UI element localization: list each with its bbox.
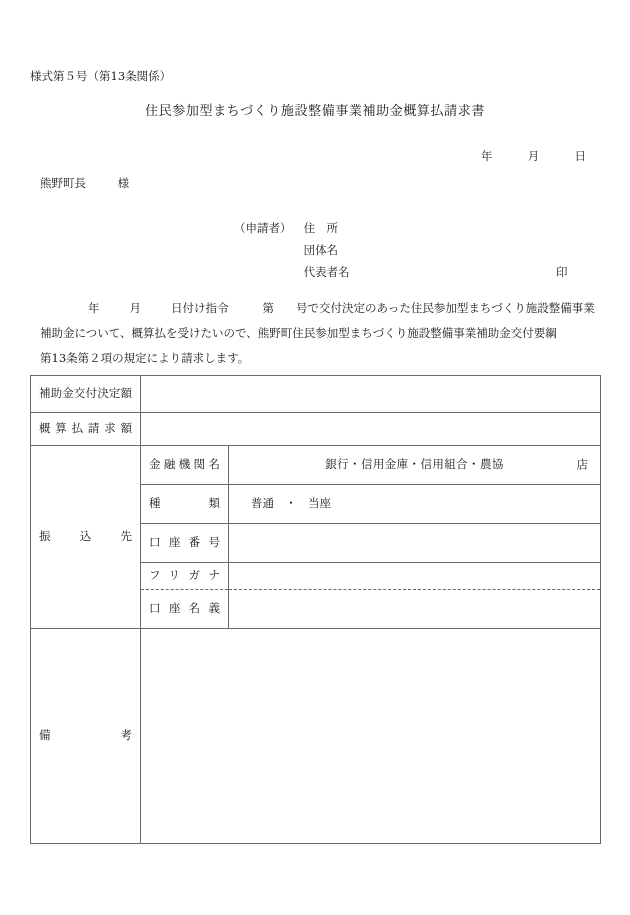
body-line-3: 第13条第２項の規定により請求します。 [40, 351, 250, 365]
institution-label [141, 446, 229, 485]
body-order-label: 日付け指令 [171, 301, 229, 315]
furigana-value[interactable] [229, 563, 601, 590]
account-type-label [141, 485, 229, 524]
addressee [40, 175, 129, 192]
addressee-name: 熊野町長 [40, 176, 86, 190]
seal-mark: 印 [556, 265, 568, 279]
body-line-1 [40, 296, 595, 321]
date-line [481, 148, 586, 165]
applicant-prefix: （申請者） [234, 221, 292, 235]
applicant-address-label: 住 所 [303, 221, 339, 235]
applicant-block [234, 217, 568, 283]
account-type-separator: ・ [285, 496, 297, 511]
table-row-claim-amount [31, 413, 601, 446]
applicant-group-label: 団体名 [303, 243, 339, 257]
page-title: 住民参加型まちづくり施設整備事業補助金概算払請求書 [145, 104, 485, 119]
table-row-remarks [31, 629, 601, 844]
body-line-2: 補助金について、概算払を受けたいので、熊野町住民参加型まちづくり施設整備事業補助金交付要綱 [40, 326, 557, 340]
request-form-table [30, 375, 601, 844]
body-year-label: 年 [88, 301, 100, 315]
claim-amount-value[interactable] [141, 413, 601, 446]
account-type-option-futsu[interactable]: 普通 [251, 496, 274, 511]
applicant-group-row [234, 239, 350, 261]
remarks-label-text: 備考 [39, 728, 132, 743]
decided-amount-value[interactable] [141, 376, 601, 413]
body-paragraph [40, 296, 595, 371]
account-type-value[interactable] [229, 485, 601, 524]
date-day-label: 日 [574, 149, 586, 163]
body-month-label: 月 [129, 301, 141, 315]
account-number-label [141, 524, 229, 563]
body-line-1-tail: 号で交付決定のあった住民参加型まちづくり施設整備事業 [296, 301, 595, 315]
decided-amount-label [31, 376, 141, 413]
account-name-value[interactable] [229, 590, 601, 629]
claim-amount-label-text: 概算払請求額 [39, 421, 132, 436]
date-month-label: 月 [527, 149, 540, 163]
decided-amount-label-text: 補助金交付決定額 [39, 386, 132, 401]
account-type-label-text: 種類 [149, 496, 220, 511]
furigana-label-text: フリガナ [149, 568, 220, 583]
claim-amount-label [31, 413, 141, 446]
account-type-option-toza[interactable]: 当座 [308, 496, 331, 511]
institution-label-text: 金融機関名 [149, 457, 220, 472]
institution-value[interactable] [229, 446, 601, 485]
remarks-label [31, 629, 141, 844]
transfer-destination-label [31, 446, 141, 629]
date-year-label: 年 [480, 149, 493, 163]
applicant-representative-label: 代表者名 [303, 265, 350, 279]
table-row-decided-amount [31, 376, 601, 413]
form-number: 様式第５号（第13条関係） [30, 69, 172, 83]
addressee-honorific: 様 [117, 176, 130, 190]
account-number-value[interactable] [229, 524, 601, 563]
institution-choices: 銀行・信用金庫・信用組合・農協 [325, 457, 504, 472]
applicant-address-row [234, 217, 350, 239]
table-row-institution [31, 446, 601, 485]
account-name-label-text: 口座名義 [149, 601, 220, 616]
account-number-label-text: 口座番号 [149, 535, 220, 550]
body-number-prefix: 第 [262, 301, 274, 315]
institution-branch-suffix: 店 [576, 457, 588, 472]
applicant-representative-row [234, 261, 568, 283]
account-name-label [141, 590, 229, 629]
furigana-label [141, 563, 229, 590]
remarks-value[interactable] [141, 629, 601, 844]
transfer-destination-label-text: 振込先 [39, 529, 132, 544]
